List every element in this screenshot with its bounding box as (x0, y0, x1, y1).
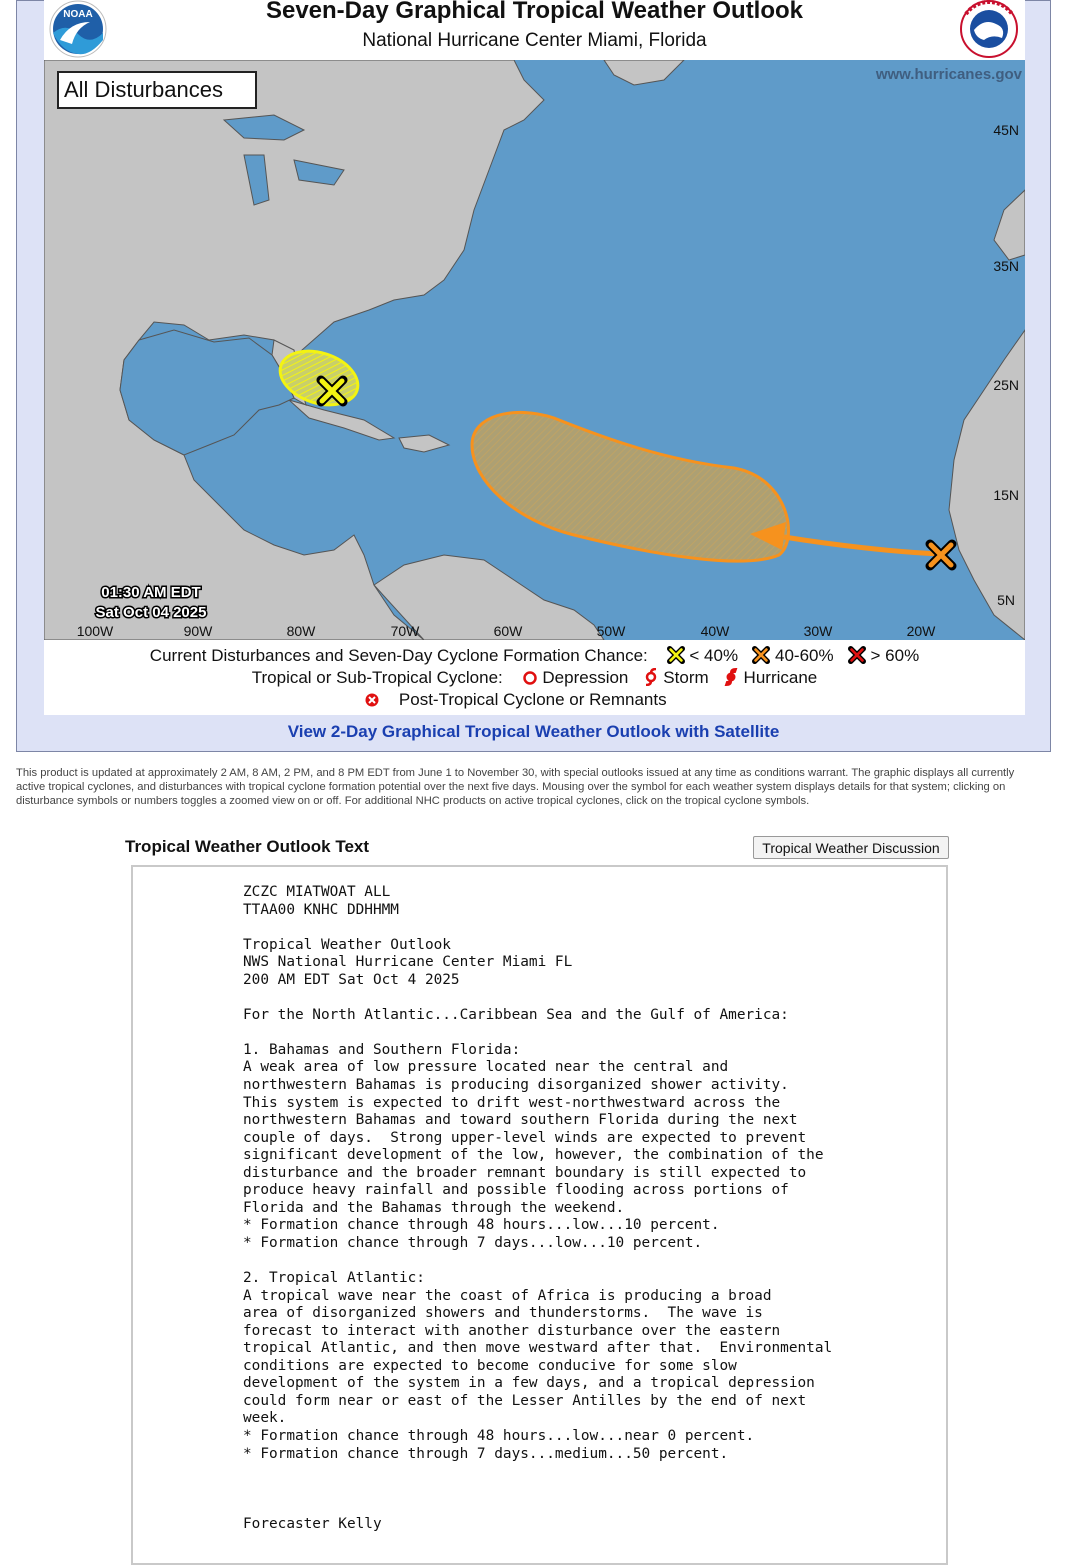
lon-label: 80W (286, 623, 316, 639)
storm-icon (643, 668, 659, 686)
legend-medium: 40-60% (775, 646, 834, 665)
medium-chance-x-icon (752, 646, 770, 664)
map-legend (44, 640, 1025, 715)
legend-formation-label: Current Disturbances and Seven-Day Cyclone Formation Chance: (149, 646, 648, 665)
lat-label: 35N (993, 258, 1019, 274)
legend-storm: Storm (663, 668, 709, 687)
legend-cyclone-label: Tropical or Sub-Tropical Cyclone: (251, 668, 503, 687)
low-chance-x-icon (667, 646, 685, 664)
lon-label: 30W (803, 623, 833, 639)
lon-label: 90W (183, 623, 213, 639)
lat-label: 45N (993, 122, 1019, 138)
lon-label: 60W (493, 623, 523, 639)
legend-hurricane: Hurricane (743, 668, 818, 687)
tropical-weather-discussion-button[interactable]: Tropical Weather Discussion (753, 836, 949, 859)
timestamp-date: Sat Oct 04 2025 (95, 604, 207, 621)
lat-label: 15N (993, 487, 1019, 503)
satellite-view-link[interactable]: View 2-Day Graphical Tropical Weather Outlook with Satellite (287, 722, 780, 741)
outlook-text-box[interactable] (131, 865, 948, 1565)
legend-low: < 40% (689, 646, 739, 665)
outlook-text-heading: Tropical Weather Outlook Text (125, 837, 370, 856)
noaa-logo-text: NOAA (63, 9, 93, 20)
legend-post-tropical: Post-Tropical Cyclone or Remnants (398, 690, 667, 709)
outlook-text-body: ZCZC MIATWOAT ALL TTAA00 KNHC DDHHMM Tropical Weather Outlook NWS National Hurricane Center Miami FL 200 AM EDT Sat Oct 4 2025 For the North Atlantic...Caribbean Sea and the Gulf of America: 1. Bahamas and Southern Florida: A weak area of low pressure located near the central and northwestern Bahamas is producing disorganized shower activity. This system is expected to drift west-northwestward across the northwestern Bahamas and toward southern Florida during the next couple of days. Strong upper-level winds are expected to prevent significant development of the low, however, the combination of the disturbance and the broader remnant boundary is still expected to produce heavy rainfall and possible flooding across portions of Florida and the Bahamas through the weekend. * Formation chance through 48 hours...low...10 percent. * Formation chance through 7 days...low...10 percent. 2. Tropical Atlantic: A tropical wave near the coast of Africa is producing a broad area of disorganized showers and thunderstorms. The wave is forecast to interact with another disturbance over the eastern tropical Atlantic, and then move westward after that. Environmental conditions are expected to become conducive for some slow development of the system in a few days, and a tropical depression could form near or east of the Lesser Antilles by the end of next week. * Formation chance through 48 hours...low...near 0 percent. * Formation chance through 7 days...medium...50 percent. Forecaster Kelly (243, 884, 833, 1532)
page-title: Seven-Day Graphical Tropical Weather Outlook (265, 0, 804, 24)
high-chance-x-icon (848, 646, 866, 664)
lon-label: 20W (906, 623, 936, 639)
lon-label: 40W (700, 623, 730, 639)
lon-label: 100W (76, 623, 114, 639)
post-tropical-icon (364, 692, 380, 708)
outlook-map[interactable] (44, 60, 1025, 640)
graphic-header (44, 0, 1025, 60)
website-label: www.hurricanes.gov (875, 66, 1022, 83)
hurricane-icon (723, 668, 739, 686)
depression-icon (522, 670, 538, 686)
legend-high: > 60% (870, 646, 920, 665)
disturbance-1-low-marker[interactable] (319, 378, 345, 404)
legend-depression: Depression (542, 668, 629, 687)
lat-label: 25N (993, 377, 1019, 393)
lon-label: 50W (596, 623, 626, 639)
page-subtitle: National Hurricane Center Miami, Florida (362, 30, 707, 51)
filter-label: All Disturbances (64, 77, 223, 102)
lon-label: 70W (390, 623, 420, 639)
nws-logo-icon (954, 0, 1024, 58)
lat-label: 5N (997, 592, 1015, 608)
timestamp-time: 01:30 AM EDT (101, 584, 201, 601)
update-note: This product is updated at approximately 2 AM, 8 AM, 2 PM, and 8 PM EDT from June 1 to November 30, with special outlooks issued at any time as conditions warrant. The graphic displays all currently active tropical cyclones, and disturbances with tropical cyclone formation potential over the next five days. Mousing over the symbol for each weather system displays details for that system; clicking on disturbance symbols or numbers toggles a zoomed view on or off. For additional NHC products on active tropical cyclones, click on the tropical cyclone symbols. (16, 767, 1015, 807)
